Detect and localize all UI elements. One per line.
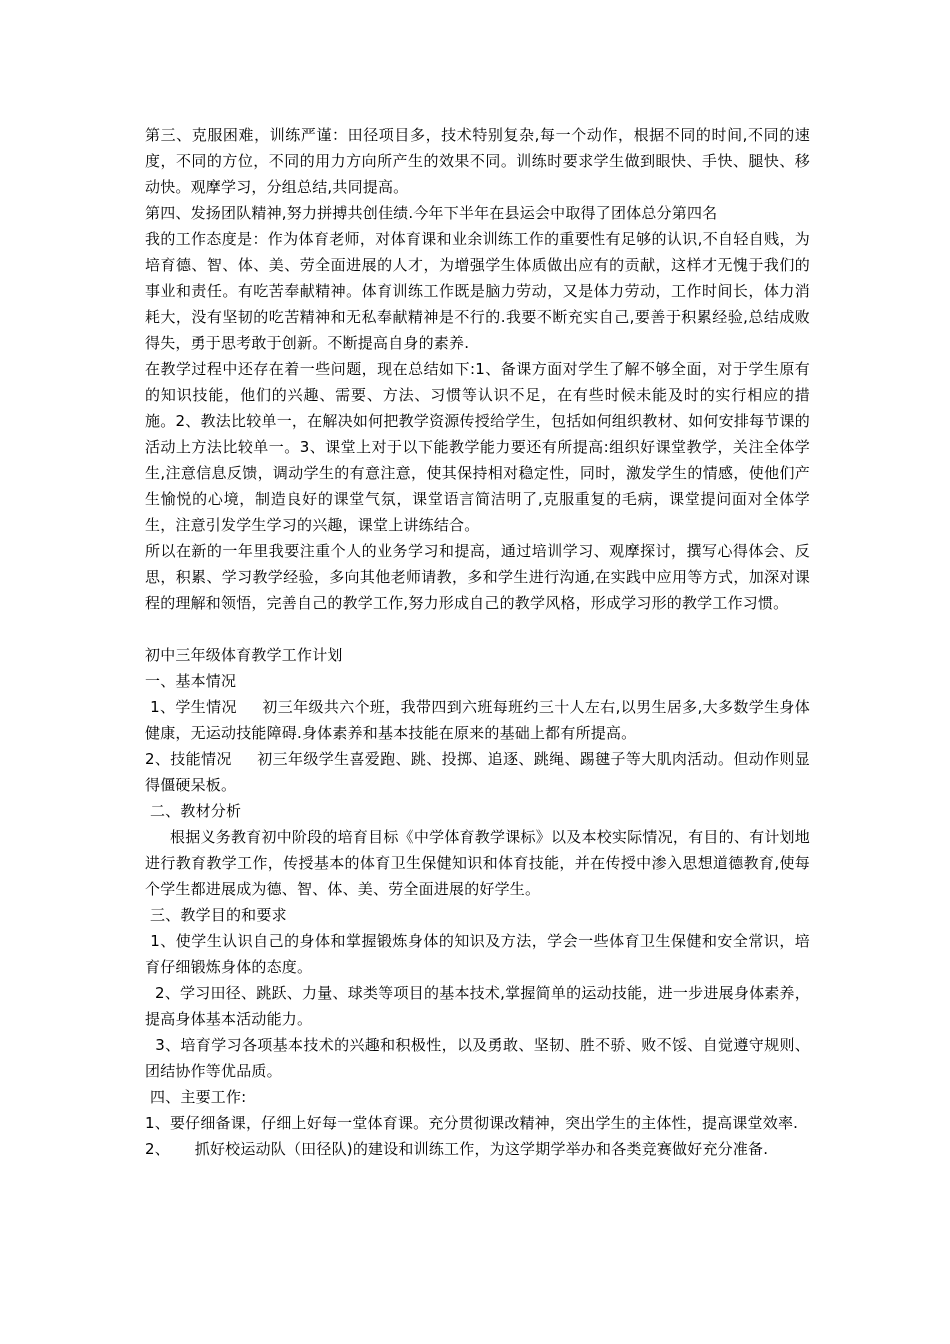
plan-title: 初中三年级体育教学工作计划 xyxy=(145,646,343,664)
paragraph-work-attitude: 我的工作态度是：作为体育老师，对体育课和业余训练工作的重要性有足够的认识,不自轻自贱，为培育德、智、体、美、劳全面进展的人才，为增强学生体质做出应有的贡献，这样才无愧于我们的事业和责任。有吃苦奉献精神。体育训练工作既是脑力劳动，又是体力劳动，工作时间长，体力消耗大，没有坚韧的吃苦精神和无私奉献精神是不行的.我要不断充实自己,要善于积累经验,总结成败得失，勇于思考敢于创新。不断提高自身的素养. xyxy=(145,230,810,352)
document-page xyxy=(145,122,810,1162)
paragraph-new-year-plan: 所以在新的一年里我要注重个人的业务学习和提高，通过培训学习、观摩探讨，撰写心得体会、反思，积累、学习教学经验，多向其他老师请教，多和学生进行沟通,在实践中应用等方式，加深对课程的理解和领悟，完善自己的教学工作,努力形成自己的教学风格，形成学习形的教学工作习惯。 xyxy=(145,542,810,612)
paragraph-material-analysis: 根据义务教育初中阶段的培育目标《中学体育教学课标》以及本校实际情况，有目的、有计划地进行教育教学工作，传授基本的体育卫生保健知识和体育技能，并在传授中渗入思想道德教育,使每个学生都进展成为德、智、体、美、劳全面进展的好学生。 xyxy=(145,828,810,898)
section-heading-basic-situation: 一、基本情况 xyxy=(145,672,237,690)
section-heading-material-analysis: 二、教材分析 xyxy=(145,802,242,820)
paragraph-goal-2: 2、学习田径、跳跃、力量、球类等项目的基本技术,掌握简单的运动技能，进一步进展身体素养，提高身体基本活动能力。 xyxy=(145,984,810,1028)
paragraph-team-spirit: 第四、发扬团队精神,努力拼搏共创佳绩.今年下半年在县运会中取得了团体总分第四名 xyxy=(145,204,718,222)
paragraph-work-2: 2、 抓好校运动队（田径队)的建设和训练工作，为这学期学举办和各类竞赛做好充分准备. xyxy=(145,1140,769,1158)
paragraph-training-discipline: 第三、克服困难，训练严谨：田径项目多，技术特别复杂,每一个动作，根据不同的时间,不同的速度，不同的方位，不同的用力方向所产生的效果不同。训练时要求学生做到眼快、手快、腿快、移动快。观摩学习，分组总结,共同提高。 xyxy=(145,126,810,196)
paragraph-skill-situation: 2、技能情况 初三年级学生喜爱跑、跳、投掷、追逐、跳绳、踢毽子等大肌肉活动。但动作则显得僵硬呆板。 xyxy=(145,750,810,794)
paragraph-student-situation: 1、学生情况 初三年级共六个班，我带四到六班每班约三十人左右,以男生居多,大多数学生身体健康，无运动技能障碍.身体素养和基本技能在原来的基础上都有所提高。 xyxy=(145,698,810,742)
section-heading-goals: 三、教学目的和要求 xyxy=(145,906,287,924)
section-heading-main-work: 四、主要工作: xyxy=(145,1088,247,1106)
paragraph-work-1: 1、要仔细备课，仔细上好每一堂体育课。充分贯彻课改精神，突出学生的主体性，提高课堂效率. xyxy=(145,1114,799,1132)
blank-line xyxy=(145,616,810,642)
paragraph-problems: 在教学过程中还存在着一些问题，现在总结如下:1、备课方面对学生了解不够全面，对于学生原有的知识技能，他们的兴趣、需要、方法、习惯等认识不足，在有些时候未能及时的实行相应的措施。2、教法比较单一，在解决如何把教学资源传授给学生，包括如何组织教材、如何安排每节课的活动上方法比较单一。3、课堂上对于以下能教学能力要还有所提高:组织好课堂教学，关注全体学生,注意信息反馈，调动学生的有意注意，使其保持相对稳定性，同时，激发学生的情感，使他们产生愉悦的心境，制造良好的课堂气氛，课堂语言简洁明了,克服重复的毛病，课堂提问面对全体学生，注意引发学生学习的兴趣，课堂上讲练结合。 xyxy=(145,360,810,534)
paragraph-goal-3: 3、培育学习各项基本技术的兴趣和积极性，以及勇敢、坚韧、胜不骄、败不馁、自觉遵守规则、团结协作等优品质。 xyxy=(145,1036,811,1080)
paragraph-goal-1: 1、使学生认识自己的身体和掌握锻炼身体的知识及方法，学会一些体育卫生保健和安全常识，培育仔细锻炼身体的态度。 xyxy=(145,932,810,976)
